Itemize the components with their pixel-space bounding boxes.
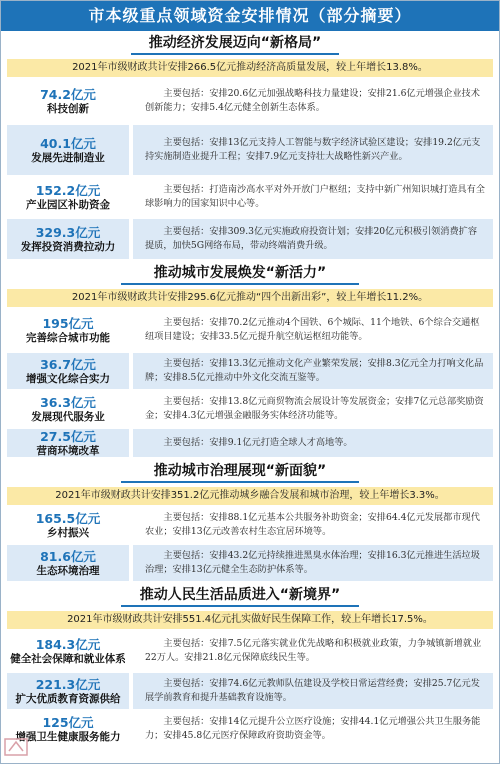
item-label: 乡村振兴 xyxy=(47,526,89,539)
section-heading: 推动经济发展迈向“新格局” xyxy=(131,31,339,55)
item-label: 健全社会保障和就业体系 xyxy=(10,652,126,665)
item-text: 主要包括：安排9.1亿元打造全球人才高地等。 xyxy=(163,437,353,448)
item-text: 主要包括：安排20.6亿元加强战略科技力量建设；安排21.6亿元增强企业技术创新能力；安排5.4亿元健全创新生态体系。 xyxy=(145,88,480,113)
section-intro: 2021年市级财政共计安排351.2亿元推动城乡融合发展和城市治理，较上年增长3.3%。 xyxy=(7,487,493,505)
item-label: 营商环境改革 xyxy=(36,444,100,457)
item-detail xyxy=(133,507,493,543)
item-text: 主要包括：安排7.5亿元落实就业优先战略和积极就业政策，力争城镇新增就业22万人。安排21.8亿元保障底线民生等。 xyxy=(145,638,482,663)
item-amount: 81.6亿元 xyxy=(40,548,96,564)
item-amount: 195亿元 xyxy=(42,315,94,331)
section-intro: 2021年市级财政共计安排266.5亿元推动经济高质量发展，较上年增长13.8%。 xyxy=(7,59,493,77)
item-summary xyxy=(7,673,129,709)
list-item xyxy=(7,125,493,175)
item-summary xyxy=(7,353,129,389)
item-summary xyxy=(7,79,129,123)
item-detail xyxy=(133,711,493,747)
list-item xyxy=(7,507,493,543)
item-summary xyxy=(7,219,129,259)
list-item xyxy=(7,309,493,351)
item-text: 主要包括：安排309.3亿元实施政府投资计划；安排20亿元积极引领消费扩容提质，加快5G网络布局，带动终端消费升级。 xyxy=(145,226,478,251)
item-label: 扩大优质教育资源供给 xyxy=(15,692,121,705)
list-item xyxy=(7,429,493,457)
item-text: 主要包括：安排13亿元支持人工智能与数字经济试验区建设；安排19.2亿元支持实施制造业提升工程；安排7.9亿元支持壮大战略性新兴产业。 xyxy=(145,137,481,162)
item-detail xyxy=(133,177,493,217)
list-item xyxy=(7,219,493,259)
page-title: 市本级重点领域资金安排情况（部分摘要） xyxy=(1,1,499,31)
list-item xyxy=(7,631,493,671)
item-summary xyxy=(7,177,129,217)
item-summary xyxy=(7,309,129,351)
item-label: 生态环境治理 xyxy=(36,564,100,577)
item-amount: 27.5亿元 xyxy=(40,428,96,444)
item-detail xyxy=(133,545,493,581)
item-detail xyxy=(133,631,493,671)
list-item xyxy=(7,353,493,389)
list-item xyxy=(7,79,493,123)
section-intro: 2021年市级财政共计安排551.4亿元扎实做好民生保障工作，较上年增长17.5%。 xyxy=(7,611,493,629)
item-amount: 152.2亿元 xyxy=(35,182,101,198)
item-amount: 36.7亿元 xyxy=(40,356,96,372)
item-detail xyxy=(133,391,493,427)
item-amount: 36.3亿元 xyxy=(40,394,96,410)
item-summary xyxy=(7,631,129,671)
item-detail xyxy=(133,309,493,351)
item-amount: 184.3亿元 xyxy=(35,636,101,652)
section-intro: 2021年市级财政共计安排295.6亿元推动“四个出新出彩”，较上年增长11.2%。 xyxy=(7,289,493,307)
item-label: 发挥投资消费拉动力 xyxy=(20,240,116,253)
section-heading: 推动城市治理展现“新面貌” xyxy=(121,459,359,483)
item-label: 科技创新 xyxy=(47,102,89,115)
item-detail xyxy=(133,353,493,389)
item-label: 产业园区补助资金 xyxy=(26,198,110,211)
item-amount: 40.1亿元 xyxy=(40,135,96,151)
item-summary xyxy=(7,125,129,175)
section-livelihood xyxy=(1,583,499,747)
item-amount: 74.2亿元 xyxy=(40,86,96,102)
section-economy xyxy=(1,31,499,259)
item-text: 主要包括：安排88.1亿元基本公共服务补助资金；安排64.4亿元发展都市现代农业；安排13亿元改善农村生态宜居环境等。 xyxy=(145,512,480,537)
item-detail xyxy=(133,79,493,123)
item-text: 主要包括：安排43.2亿元持续推进黑臭水体治理；安排16.3亿元推进生活垃圾治理；安排13亿元健全生态防护体系等。 xyxy=(145,550,480,575)
item-amount: 329.3亿元 xyxy=(35,224,101,240)
item-summary xyxy=(7,391,129,427)
item-label: 发展现代服务业 xyxy=(31,410,105,423)
item-summary xyxy=(7,507,129,543)
item-label: 完善综合城市功能 xyxy=(26,331,110,344)
item-amount: 221.3亿元 xyxy=(35,676,101,692)
section-heading: 推动城市发展焕发“新活力” xyxy=(121,261,359,285)
item-summary xyxy=(7,545,129,581)
section-city-vitality xyxy=(1,261,499,457)
item-label: 增强文化综合实力 xyxy=(26,372,110,385)
list-item xyxy=(7,673,493,709)
section-city-governance xyxy=(1,459,499,581)
list-item xyxy=(7,391,493,427)
item-summary xyxy=(7,429,129,457)
list-item xyxy=(7,545,493,581)
section-heading: 推动人民生活品质进入“新境界” xyxy=(121,583,359,607)
item-text: 主要包括：安排70.2亿元推动4个国铁、6个城际、11个地铁、6个综合交通枢纽项目建设；安排33.5亿元提升航空航运枢纽功能等。 xyxy=(145,317,480,342)
item-text: 主要包括：安排13.3亿元推动文化产业繁荣发展；安排8.3亿元全力打响文化品牌；安排8.5亿元推动中外文化交流互鉴等。 xyxy=(145,358,484,383)
item-detail xyxy=(133,673,493,709)
list-item xyxy=(7,177,493,217)
item-detail xyxy=(133,429,493,457)
item-amount: 125亿元 xyxy=(42,714,94,730)
item-detail xyxy=(133,125,493,175)
item-label: 发展先进制造业 xyxy=(31,151,105,164)
item-text: 主要包括：安排13.8亿元商贸物流会展设计等发展资金；安排7亿元总部奖励资金；安排4.3亿元增强金融服务实体经济功能等。 xyxy=(145,396,484,421)
item-text: 主要包括：安排74.6亿元教师队伍建设及学校日常运营经费；安排25.7亿元发展学前教育和提升基础教育设施等。 xyxy=(145,678,480,703)
list-item xyxy=(7,711,493,747)
item-text: 主要包括：安排14亿元提升公立医疗设施；安排44.1亿元增强公共卫生服务能力；安排45.8亿元医疗保障政府资助资金等。 xyxy=(145,716,481,741)
item-amount: 165.5亿元 xyxy=(35,510,101,526)
seal-icon xyxy=(3,733,29,759)
item-label: 增强卫生健康服务能力 xyxy=(15,730,121,743)
item-detail xyxy=(133,219,493,259)
item-text: 主要包括：打造南沙高水平对外开放门户枢纽；支持中新广州知识城打造具有全球影响力的国家知识中心等。 xyxy=(145,184,485,209)
